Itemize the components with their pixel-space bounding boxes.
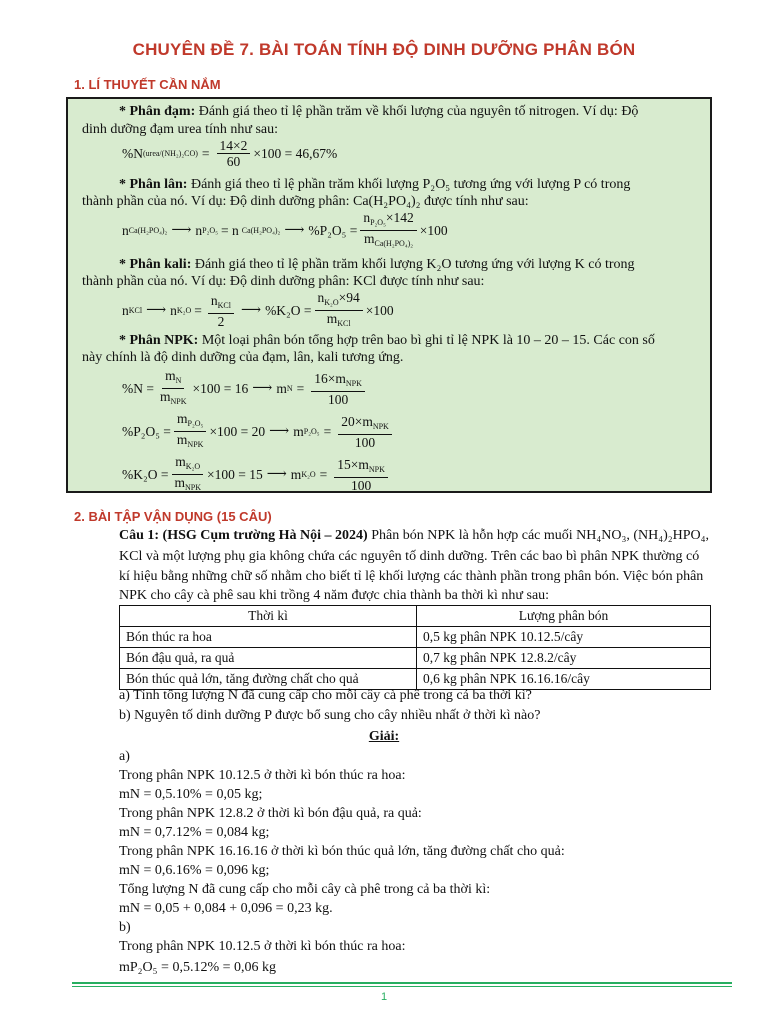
f3-c: %K₂O =: [265, 302, 312, 318]
solution-line: Trong phân NPK 10.12.5 ở thời kì bón thúc ra hoa:: [119, 939, 406, 954]
formula-urea-rhs: ×100 = 46,67%: [253, 145, 338, 161]
npk-f-mid: ×100 = 15: [206, 466, 263, 482]
question-1-line4: NPK cho cây cà phê sau khi trồng 4 năm được chia thành ba thời kì như sau:: [119, 588, 550, 603]
theory-nitrogen-line2: dinh dưỡng đạm urea tính như sau:: [82, 122, 278, 137]
npk-f-den-sub: NPK: [170, 397, 187, 406]
arrow-icon: ⟶: [146, 303, 167, 318]
solution-line: mN = 0,05 + 0,084 + 0,096 = 0,23 kg.: [119, 901, 333, 916]
npk-f-eq: =: [319, 466, 328, 482]
f3-a: n: [122, 302, 129, 318]
formula-npk-k: [122, 454, 391, 495]
f3-num-sub: K₂O: [324, 298, 339, 307]
phosphorus-label: * Phân lân:: [119, 177, 188, 192]
fertilizer-table: [119, 605, 711, 690]
formula-potassium: [122, 290, 394, 331]
formula-npk-n: [122, 368, 368, 409]
npk-f-rnum-sub: NPK: [368, 464, 385, 474]
f3-frac-den: 2: [217, 313, 225, 329]
f3-tail: ×100: [365, 302, 394, 318]
footer-rule: [72, 982, 732, 984]
f2-num-sub: P₂O₅: [370, 218, 386, 227]
npk-f-num-sub: P₂O₅: [187, 419, 204, 428]
potassium-label: * Phân kali:: [119, 257, 192, 272]
npk-f-res: m: [293, 423, 304, 439]
table-cell: Bón thúc quả lớn, tăng đường chất cho quả: [120, 669, 417, 690]
solution-line: Tổng lượng N đã cung cấp cho mỗi cây cà phê trong cả ba thời kì:: [119, 882, 491, 897]
solution-line: mN = 0,7.12% = 0,084 kg;: [119, 825, 270, 840]
formula-urea-den: 60: [226, 154, 241, 169]
npk-f-lhs: %K₂O =: [122, 466, 169, 482]
formula-npk-p: [122, 411, 395, 452]
f2-c-sub: Ca(H₂PO₄)₂: [241, 226, 281, 235]
npk-f-mid: ×100 = 20: [209, 423, 266, 439]
formula-urea-sub: (urea/(NH₂)₂CO): [143, 149, 198, 158]
f2-b: n: [195, 222, 203, 238]
npk-f-res: m: [290, 466, 302, 482]
arrow-icon: ⟶: [269, 424, 290, 439]
question-b: b) Nguyên tố dinh dưỡng P được bổ sung cho cây nhiều nhất ở thời kì nào?: [119, 708, 541, 723]
npk-label: * Phân NPK:: [119, 333, 199, 348]
formula-urea-num: 14×2: [217, 138, 251, 154]
npk-f-rnum-sub: NPK: [345, 378, 362, 388]
solution-line: mN = 0,5.10% = 0,05 kg;: [119, 787, 263, 802]
section-heading-theory: 1. LÍ THUYẾT CẦN NẮM: [74, 77, 221, 92]
npk-f-rnum: 15×m: [337, 456, 369, 472]
theory-phosphorus-line1: [119, 177, 630, 193]
nitrogen-label: * Phân đạm:: [119, 104, 196, 119]
table-row: [120, 669, 711, 690]
question-1-line3: kí hiệu bằng những chữ số nhằm cho biết tỉ lệ khối lượng các thành phần trong phân bón. Việc bón phân: [119, 569, 704, 584]
f3-frac-num-sub: KCl: [217, 300, 231, 310]
f2-d: %P₂O₅ =: [308, 222, 358, 238]
f3-den: m: [326, 311, 338, 326]
solution-line: Trong phân NPK 12.8.2 ở thời kì bón đậu quả, ra quả:: [119, 806, 422, 821]
arrow-icon: ⟶: [240, 303, 262, 318]
npk-f-rnum-sub: NPK: [372, 421, 389, 431]
footer-rule-thin: [72, 986, 732, 987]
question-1-text: Phân bón NPK là hỗn hợp các muối NH₄NO₃, (NH₄)₂HPO₄,: [367, 528, 710, 543]
npk-f-mid: ×100 = 16: [192, 380, 249, 396]
npk-f-rnum: 20×m: [341, 413, 373, 429]
npk-f-num: m: [175, 454, 186, 469]
npk-f-res-sub: K₂O: [301, 470, 316, 479]
npk-f-rden: 100: [350, 477, 372, 493]
theory-npk-line2: này chính là độ dinh dưỡng của đạm, lân, kali tương ứng.: [82, 350, 404, 365]
arrow-icon: ⟶: [252, 381, 273, 396]
npk-f-num: m: [165, 368, 176, 383]
f3-den-sub: KCl: [337, 319, 351, 328]
table-header-row: [120, 606, 711, 627]
f2-b-sub: P₂O₅: [202, 226, 218, 235]
solution-line: mN = 0,6.16% = 0,096 kg;: [119, 863, 270, 878]
npk-f-den: m: [159, 389, 171, 404]
npk-f-den: m: [176, 432, 188, 447]
npk-f-num-sub: K₂O: [185, 462, 201, 471]
f3-frac-num: n: [210, 292, 218, 308]
page-number: 1: [380, 991, 388, 1003]
question-a: a) Tính tổng lượng N đã cung cấp cho mỗi cây cà phê trong cả ba thời kì?: [119, 688, 532, 703]
table-cell: Bón đậu quả, ra quả: [120, 648, 417, 669]
npk-f-den-sub: NPK: [184, 483, 201, 492]
page-title: CHUYÊN ĐỀ 7. BÀI TOÁN TÍNH ĐỘ DINH DƯỠNG PHÂN BÓN: [132, 40, 636, 59]
question-1-line2: KCl và một lượng phụ gia không chứa các nguyên tố dinh dưỡng. Trên các bao bì phân NPK thường có: [119, 549, 700, 564]
solution-line: Trong phân NPK 16.16.16 ở thời kì bón thúc quả lớn, tăng đường chất cho quả:: [119, 844, 565, 859]
npk-f-num-sub: N: [175, 376, 182, 385]
formula-phosphorus: [122, 210, 448, 251]
table-row: [120, 627, 711, 648]
table-cell: 0,7 kg phân NPK 12.8.2/cây: [417, 648, 711, 669]
nitrogen-text: Đánh giá theo tỉ lệ phần trăm về khối lượng của nguyên tố nitrogen. Ví dụ: Độ: [195, 104, 639, 119]
phosphorus-text: Đánh giá theo tỉ lệ phần trăm khối lượng P₂O₅ tương ứng với lượng P có trong: [187, 177, 631, 192]
f2-num: n: [363, 210, 371, 225]
npk-f-den-sub: NPK: [187, 440, 204, 449]
table-cell: 0,5 kg phân NPK 10.12.5/cây: [417, 627, 711, 648]
npk-f-lhs: %P₂O₅ =: [122, 423, 171, 439]
f3-b: n: [170, 302, 177, 318]
table-cell: Bón thúc ra hoa: [120, 627, 417, 648]
theory-npk-line1: [119, 333, 655, 349]
npk-f-eq: =: [296, 380, 305, 396]
npk-f-res-sub: N: [286, 384, 293, 393]
formula-urea: %N (urea/(NH₂)₂CO) = $\frac{14\times 2}{60}$ ×100 = 46,67%: [122, 138, 338, 169]
formula-urea-lhs: %N: [122, 145, 143, 161]
table-cell: 0,6 kg phân NPK 16.16.16/cây: [417, 669, 711, 690]
section-heading-exercises: 2. BÀI TẬP VẬN DỤNG (15 CÂU): [74, 509, 272, 524]
table-row: [120, 648, 711, 669]
npk-f-rnum: 16×m: [314, 370, 346, 386]
f3-eq: =: [194, 302, 202, 318]
solution-line: Trong phân NPK 10.12.5 ở thời kì bón thúc ra hoa:: [119, 768, 406, 783]
npk-f-rden: 100: [354, 434, 376, 450]
arrow-icon: ⟶: [171, 223, 192, 238]
question-1-label: Câu 1: (HSG Cụm trường Hà Nội – 2024): [119, 528, 368, 543]
potassium-text: Đánh giá theo tỉ lệ phần trăm khối lượng K₂O tương ứng với lượng K có trong: [191, 257, 635, 272]
theory-potassium-line1: [119, 257, 635, 273]
f2-eq: = n: [220, 222, 239, 238]
solution-title: Giải:: [368, 729, 400, 744]
npk-f-rden: 100: [327, 391, 349, 407]
f2-a: n: [122, 222, 129, 238]
f3-num: n: [317, 290, 325, 305]
npk-f-eq: =: [323, 423, 332, 439]
f2-den-sub: Ca(H₂PO₄)₂: [374, 239, 414, 248]
npk-f-res: m: [276, 380, 287, 396]
f2-tail: ×100: [419, 222, 448, 238]
question-1-line1: [119, 527, 709, 545]
table-header: Thời kì: [120, 606, 417, 627]
npk-text: Một loại phân bón tổng hợp trên bao bì ghi tỉ lệ NPK là 10 – 20 – 15. Các con số: [198, 333, 655, 348]
f3-b-sub: K₂O: [176, 306, 192, 315]
f3-num-tail: ×94: [338, 290, 360, 305]
f2-num-tail: ×142: [385, 210, 414, 225]
solution-line: a): [119, 749, 130, 764]
table-header: Lượng phân bón: [417, 606, 711, 627]
theory-nitrogen-line1: [119, 104, 638, 120]
f3-a-sub: KCl: [128, 306, 143, 315]
theory-potassium-line2: thành phần của nó. Ví dụ: Độ dinh dưỡng phân: KCl được tính như sau:: [82, 274, 485, 289]
npk-f-num: m: [177, 411, 188, 426]
solution-line: b): [119, 920, 131, 935]
theory-phosphorus-line2: thành phần của nó. Ví dụ: Độ dinh dưỡng phân: Ca(H₂PO₄)₂ được tính như sau:: [82, 194, 529, 209]
solution-line: mP₂O₅ = 0,5.12% = 0,06 kg: [119, 960, 277, 975]
npk-f-den: m: [174, 475, 185, 490]
npk-f-lhs: %N =: [122, 380, 154, 396]
npk-f-res-sub: P₂O₅: [303, 427, 320, 436]
f2-a-sub: Ca(H₂PO₄)₂: [128, 226, 168, 235]
f2-den: m: [363, 231, 375, 246]
arrow-icon: ⟶: [284, 223, 305, 238]
arrow-icon: ⟶: [266, 467, 287, 482]
